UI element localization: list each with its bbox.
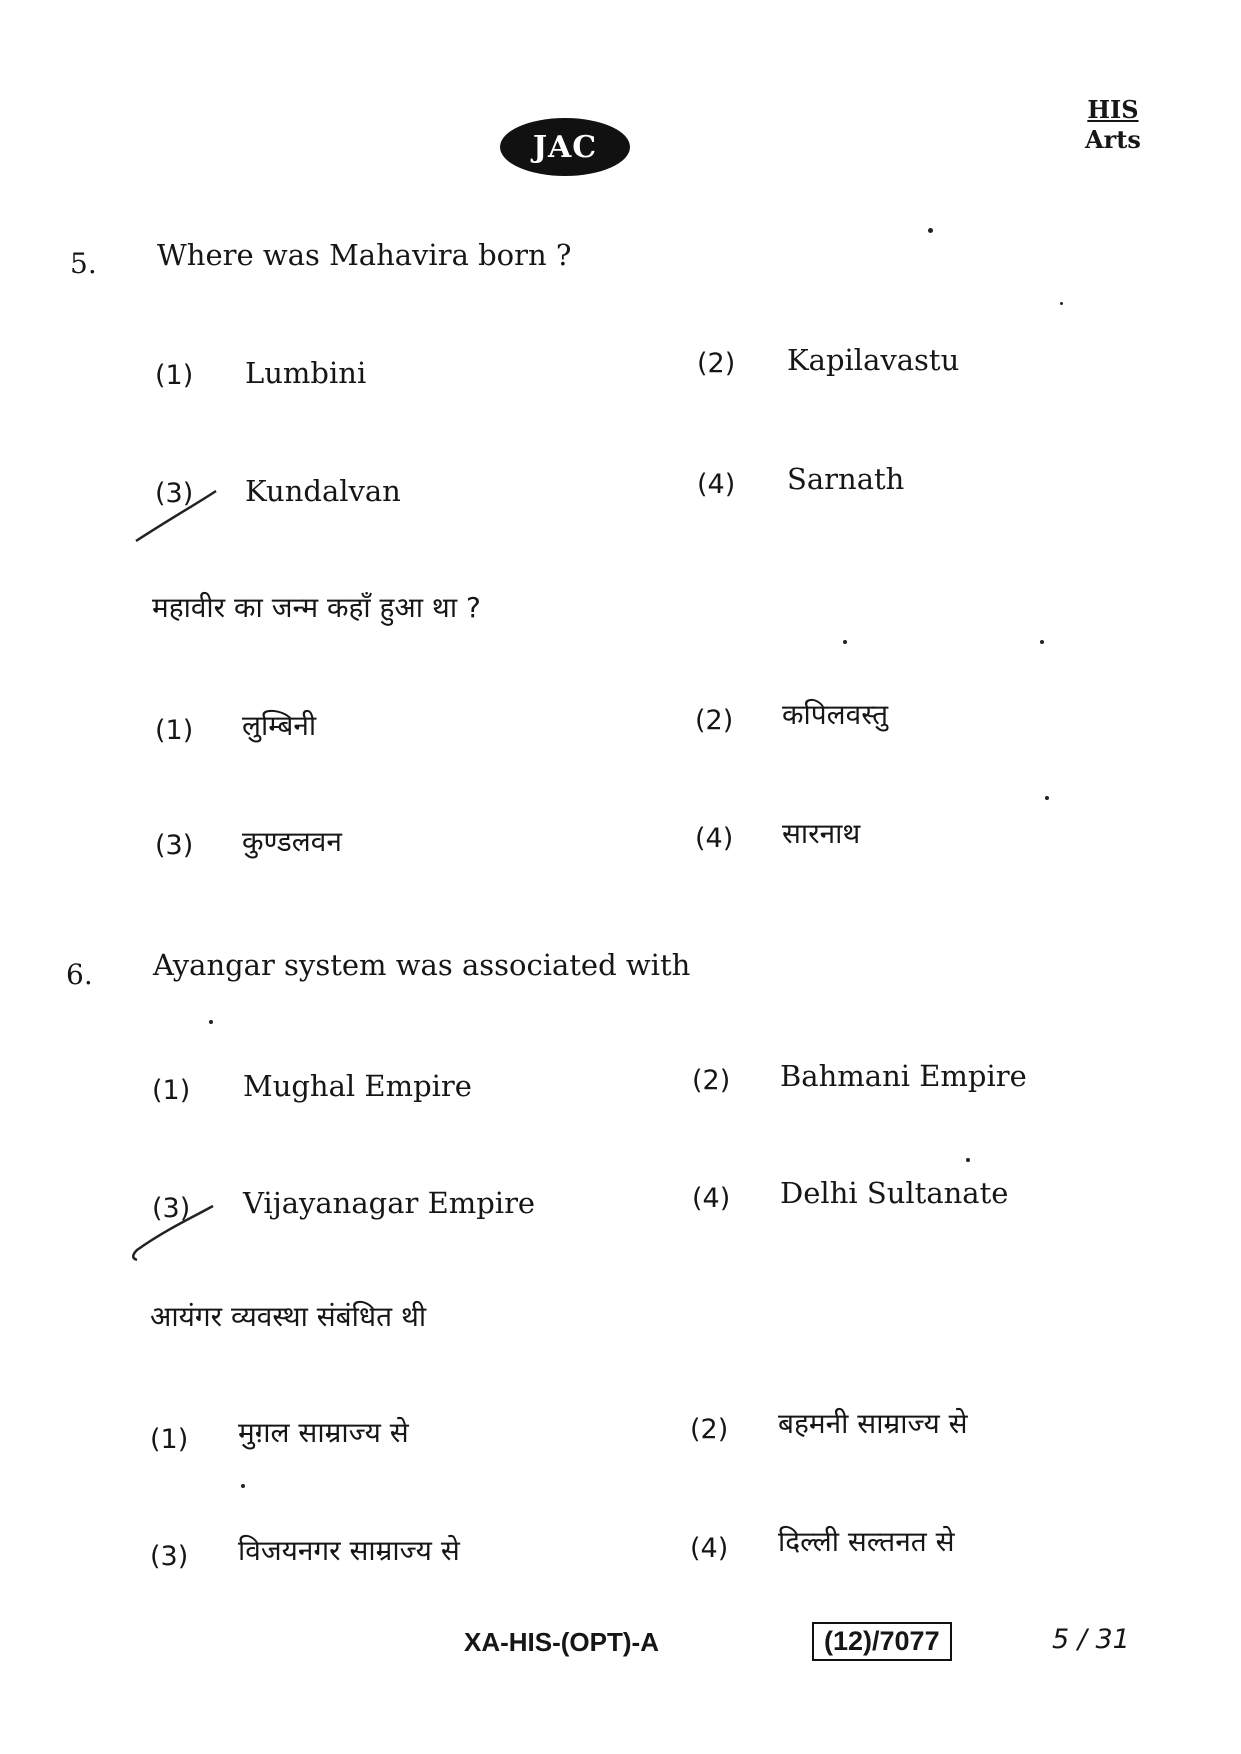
option-number: (3) — [155, 830, 194, 861]
question-number: 5. — [70, 247, 97, 280]
scan-speck — [1060, 302, 1063, 305]
option-number: (3) — [155, 478, 194, 509]
jac-logo — [500, 118, 630, 176]
scan-speck — [843, 640, 847, 644]
option-text: बहमनी साम्राज्य से — [778, 1407, 968, 1440]
page-number: 5 / 31 — [1052, 1624, 1130, 1655]
scan-speck — [1045, 796, 1049, 800]
scan-speck — [209, 1020, 213, 1024]
question-text-en: Where was Mahavira born ? — [157, 238, 572, 272]
question-text-en: Ayangar system was associated with — [153, 948, 691, 982]
answer-tick-mark — [128, 485, 218, 545]
option-text: Delhi Sultanate — [780, 1176, 1009, 1210]
option-text: Vijayanagar Empire — [243, 1186, 536, 1220]
subject-tag — [1085, 95, 1141, 155]
option-number: (1) — [150, 1424, 189, 1455]
option-text: मुग़ल साम्राज्य से — [238, 1416, 409, 1449]
option-text: दिल्ली सल्तनत से — [778, 1525, 955, 1558]
option-number: (1) — [155, 360, 194, 391]
option-text: Kundalvan — [245, 474, 401, 508]
option-text: Lumbini — [245, 356, 367, 390]
option-number: (2) — [692, 1065, 731, 1096]
question-text-hi: महावीर का जन्म कहाँ हुआ था ? — [152, 591, 481, 624]
scan-speck — [241, 1484, 245, 1488]
option-number: (4) — [692, 1183, 731, 1214]
scan-speck — [928, 228, 933, 233]
option-number: (3) — [152, 1193, 191, 1224]
option-number: (2) — [690, 1414, 729, 1445]
stream-label: Arts — [1085, 125, 1141, 154]
option-text: Bahmani Empire — [780, 1059, 1027, 1093]
option-text: लुम्बिनी — [242, 709, 317, 742]
scan-speck — [1040, 640, 1044, 644]
subject-code: HIS — [1087, 95, 1139, 124]
question-number: 6. — [66, 958, 93, 991]
question-text-hi: आयंगर व्यवस्था संबंधित थी — [150, 1300, 427, 1333]
logo-text: JAC — [532, 129, 598, 165]
option-number: (4) — [695, 823, 734, 854]
option-number: (2) — [695, 705, 734, 736]
option-number: (3) — [150, 1541, 189, 1572]
option-number: (4) — [690, 1533, 729, 1564]
option-number: (2) — [697, 348, 736, 379]
option-number: (1) — [152, 1075, 191, 1106]
option-number: (1) — [155, 715, 194, 746]
option-text: विजयनगर साम्राज्य से — [238, 1534, 460, 1567]
paper-code: XA-HIS-(OPT)-A — [464, 1627, 659, 1657]
booklet-code-box: (12)/7077 — [812, 1622, 952, 1661]
option-text: कपिलवस्तु — [782, 698, 889, 731]
option-text: Sarnath — [787, 462, 905, 496]
option-text: Kapilavastu — [787, 343, 960, 377]
scan-speck — [966, 1158, 970, 1162]
option-text: कुण्डलवन — [242, 825, 342, 858]
option-text: सारनाथ — [782, 817, 861, 850]
option-text: Mughal Empire — [243, 1069, 472, 1103]
answer-tick-mark — [125, 1200, 215, 1262]
option-number: (4) — [697, 469, 736, 500]
